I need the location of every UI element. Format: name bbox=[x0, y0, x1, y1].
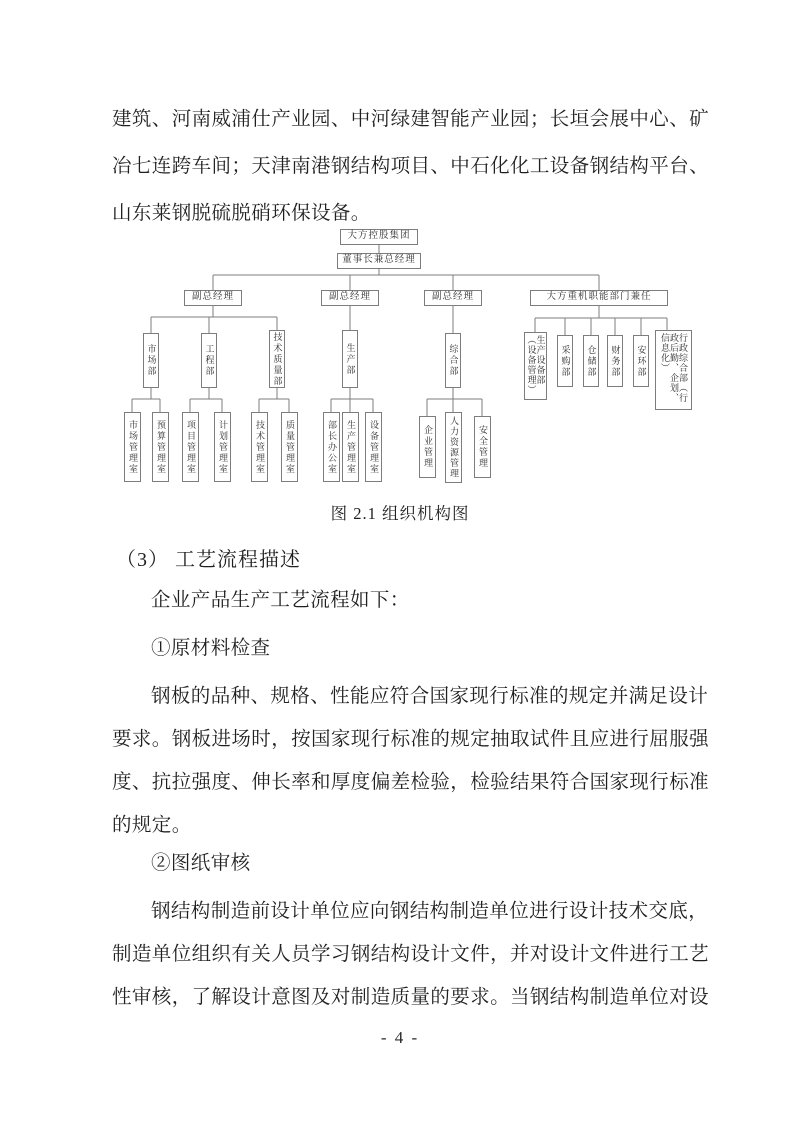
room-label: 预算管理室 bbox=[156, 419, 166, 475]
room-label: 安全管理 bbox=[478, 425, 488, 469]
org-box-root: 大方控股集团 bbox=[340, 229, 418, 245]
text-line: 钢板的品种、规格、性能应符合国家现行标准的规定并满足设计 bbox=[151, 686, 709, 707]
dept-label: 生产部 bbox=[345, 342, 356, 376]
org-box-dept-engineering bbox=[201, 333, 217, 388]
org-box-dept-warehouse bbox=[583, 335, 599, 387]
text-line: 制造单位组织有关人员学习钢结构设计文件，并对设计文件进行工艺 bbox=[112, 944, 710, 965]
room-label: 市场管理室 bbox=[128, 419, 138, 475]
section-heading: （3） 工艺流程描述 bbox=[116, 549, 301, 571]
org-box-room-tech-mgmt bbox=[251, 412, 268, 482]
org-box-vp-3: 副总经理 bbox=[424, 290, 482, 306]
text-line: 的规定。 bbox=[112, 815, 192, 836]
org-box-room-production-mgmt bbox=[342, 412, 359, 482]
org-box-dept-market bbox=[143, 333, 159, 388]
org-box-room-project-mgmt bbox=[182, 412, 199, 482]
org-box-dept-purchasing bbox=[557, 335, 573, 387]
text-line: 性审核，了解设计意图及对制造质量的要求。当钢结构制造单位对设 bbox=[112, 987, 710, 1008]
list-item-1-title: ①原材料检查 bbox=[151, 638, 271, 659]
org-box-dept-production bbox=[342, 330, 358, 388]
org-box-dfzj-functional: 大方重机职能部门兼任 bbox=[530, 290, 668, 306]
org-chart bbox=[100, 226, 700, 484]
room-label: 设备管理室 bbox=[369, 419, 379, 475]
room-label: 生产管理室 bbox=[346, 419, 356, 475]
dept-label: 仓储部 bbox=[586, 344, 597, 378]
dept-label: 采购部 bbox=[560, 344, 571, 378]
room-label: 项目管理室 bbox=[186, 419, 196, 475]
org-box-chairman-gm: 董事长兼总经理 bbox=[337, 253, 421, 269]
room-label: 技术管理室 bbox=[255, 419, 265, 475]
room-label: 企业管理 bbox=[423, 425, 433, 469]
org-box-dept-equipment bbox=[524, 332, 547, 400]
room-label: 人力资源管理 bbox=[449, 416, 459, 479]
org-box-room-enterprise-mgmt bbox=[419, 416, 436, 478]
org-box-room-plan-mgmt bbox=[214, 412, 231, 482]
text-line: 钢结构制造前设计单位应向钢结构制造单位进行设计技术交底， bbox=[151, 901, 709, 922]
dept-label: 市场部 bbox=[146, 344, 157, 377]
paragraph-intro: 企业产品生产工艺流程如下： bbox=[151, 590, 410, 611]
text-line: 要求。钢板进场时，按国家现行标准的规定抽取试件且应进行屈服强 bbox=[112, 729, 710, 750]
room-label: 部长办公室 bbox=[327, 419, 337, 475]
org-box-vp-2: 副总经理 bbox=[321, 290, 379, 306]
text-line: 建筑、河南威浦仕产业园、中河绿建智能产业园；长垣会展中心、矿 bbox=[112, 109, 710, 130]
room-label: 质量管理室 bbox=[285, 419, 295, 475]
org-box-room-quality-mgmt bbox=[281, 412, 298, 482]
org-box-room-director-office bbox=[323, 412, 340, 482]
org-box-vp-1: 副总经理 bbox=[184, 290, 242, 306]
dept-label: 生产设备部（设备管理） bbox=[526, 335, 546, 395]
org-box-dept-safety-env bbox=[633, 335, 649, 387]
text-line: 度、抗拉强度、伸长率和厚度偏差检验，检验结果符合国家现行标准 bbox=[112, 772, 710, 793]
dept-label: 工程部 bbox=[204, 344, 215, 377]
org-box-room-safety-mgmt bbox=[474, 416, 491, 478]
dept-label: 财务部 bbox=[610, 344, 621, 378]
paragraph-top bbox=[112, 96, 710, 237]
org-box-room-equipment-mgmt bbox=[365, 412, 382, 482]
text-line: 山东莱钢脱硫脱硝环保设备。 bbox=[112, 203, 371, 224]
org-box-room-hr-mgmt bbox=[445, 412, 462, 483]
text-line: 冶七连跨车间；天津南港钢结构项目、中石化化工设备钢结构平台、 bbox=[112, 156, 710, 177]
org-box-dept-tech-quality bbox=[269, 330, 285, 388]
list-item-2-title: ②图纸审核 bbox=[151, 853, 251, 874]
dept-label: 技术质量部 bbox=[272, 331, 283, 387]
dept-label: 行政综合部（行政后勤、企划、信息化） bbox=[660, 333, 688, 403]
room-label: 计划管理室 bbox=[218, 419, 228, 475]
org-box-dept-admin-general bbox=[655, 330, 692, 410]
dept-label: 综合部 bbox=[448, 344, 459, 377]
org-box-dept-general bbox=[445, 333, 461, 388]
paragraph-2 bbox=[112, 890, 710, 1019]
dept-label: 安环部 bbox=[636, 344, 647, 378]
org-box-dept-finance bbox=[607, 335, 623, 387]
paragraph-1 bbox=[112, 675, 710, 847]
figure-caption: 图 2.1 组织机构图 bbox=[330, 504, 470, 523]
page-number: - 4 - bbox=[380, 1028, 420, 1047]
org-box-room-market-mgmt bbox=[124, 412, 141, 482]
org-box-room-budget-mgmt bbox=[152, 412, 169, 482]
